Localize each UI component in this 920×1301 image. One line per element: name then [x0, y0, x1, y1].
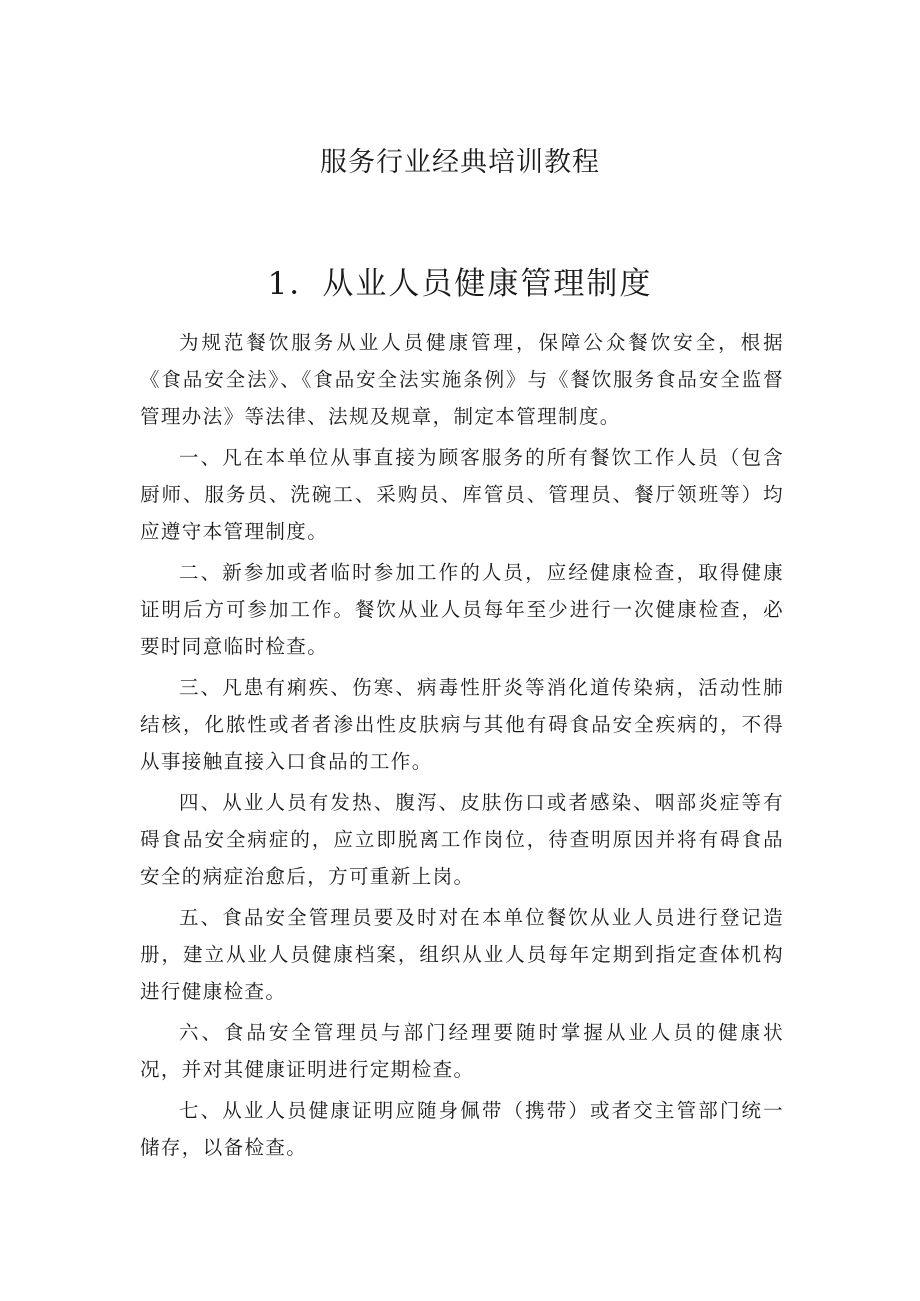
paragraph-clause-2: 二、新参加或者临时参加工作的人员，应经健康检查，取得健康证明后方可参加工作。餐饮从业人员每年至少进行一次健康检查，必要时同意临时检查。 — [140, 561, 784, 658]
paragraph-clause-7: 七、从业人员健康证明应随身佩带（携带）或者交主管部门统一储存，以备检查。 — [140, 1099, 784, 1159]
paragraph-clause-5: 五、食品安全管理员要及时对在本单位餐饮从业人员进行登记造册，建立从业人员健康档案，组织从业人员每年定期到指定查体机构进行健康检查。 — [140, 906, 784, 1003]
document-title: 服务行业经典培训教程 — [320, 147, 600, 178]
paragraph-clause-4: 四、从业人员有发热、腹泻、皮肤伤口或者感染、咽部炎症等有碍食品安全病症的，应立即脱离工作岗位，待查明原因并将有碍食品安全的病症治愈后，方可重新上岗。 — [140, 791, 784, 888]
section-title: 1．从业人员健康管理制度 — [267, 266, 653, 302]
document-body — [140, 324, 784, 1170]
paragraph-clause-3: 三、凡患有痢疾、伤寒、病毒性肝炎等消化道传染病，活动性肺结核，化脓性或者者渗出性皮肤病与其他有碍食品安全疾病的，不得从事接触直接入口食品的工作。 — [140, 676, 784, 773]
paragraph-clause-1: 一、凡在本单位从事直接为顾客服务的所有餐饮工作人员（包含厨师、服务员、洗碗工、采购员、库管员、管理员、餐厅领班等）均应遵守本管理制度。 — [140, 446, 784, 543]
paragraph-intro: 为规范餐饮服务从业人员健康管理，保障公众餐饮安全，根据《食品安全法》、《食品安全法实施条例》与《餐饮服务食品安全监督管理办法》等法律、法规及规章，制定本管理制度。 — [140, 331, 784, 428]
paragraph-clause-6: 六、食品安全管理员与部门经理要随时掌握从业人员的健康状况，并对其健康证明进行定期检查。 — [140, 1021, 784, 1081]
